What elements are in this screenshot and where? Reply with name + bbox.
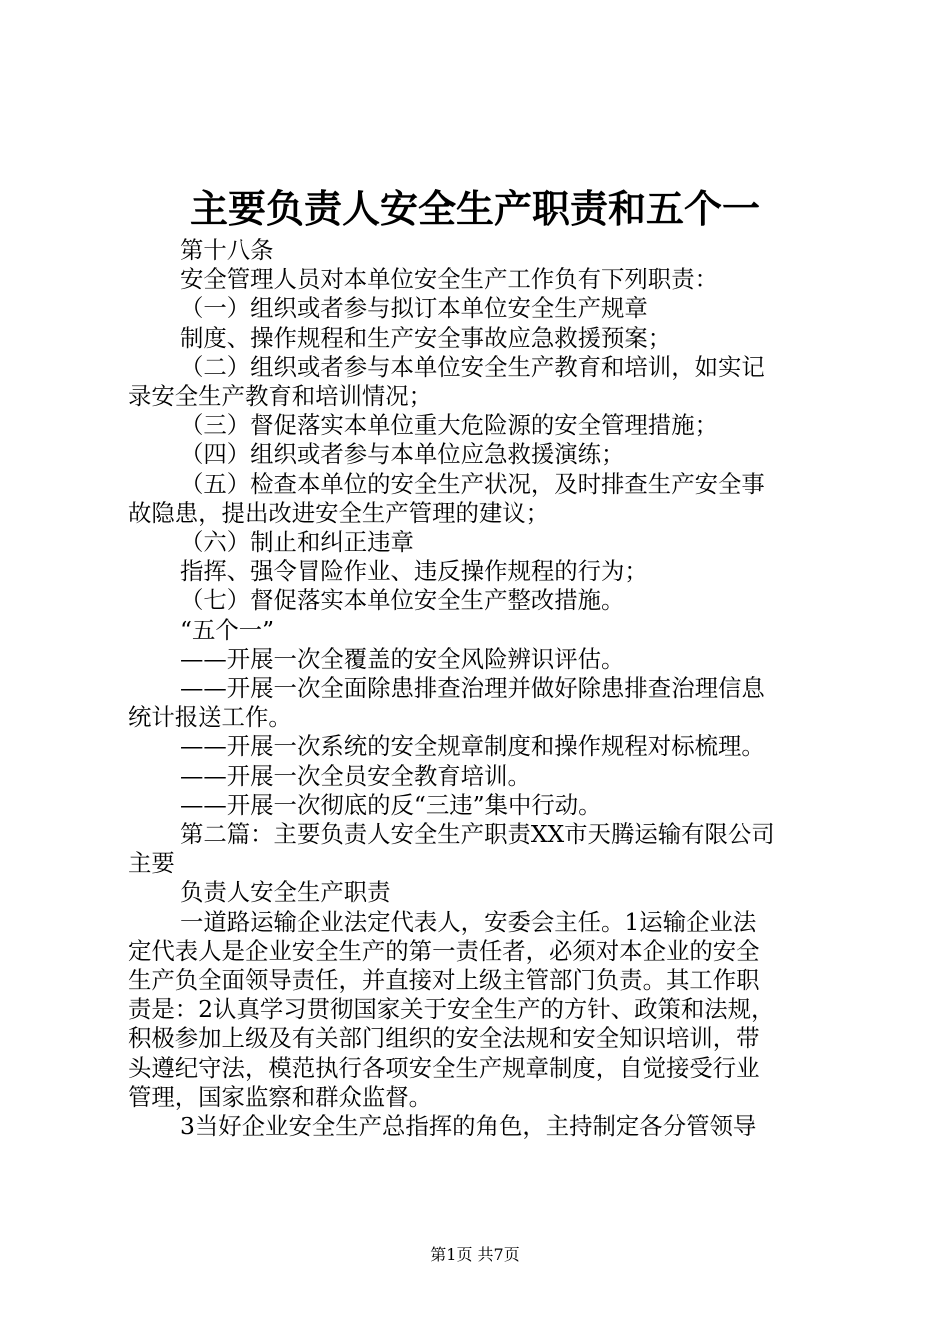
body-line: 一道路运输企业法定代表人，安委会主任。1运输企业法 [180,907,757,936]
document-title: 主要负责人安全生产职责和五个一 [189,186,760,231]
body-line: 负责人安全生产职责 [180,878,391,907]
body-line: （四）组织或者参与本单位应急救援演练； [180,440,625,469]
body-line: ——开展一次全面除患排查治理并做好除患排查治理信息 [180,674,765,703]
body-line: 安全管理人员对本单位安全生产工作负有下列职责： [180,265,718,294]
body-line: 主要 [128,849,175,878]
body-line: “五个一” [180,615,275,644]
body-line: 统计报送工作。 [128,703,292,732]
page-number-footer: 第1页 共7页 [430,1245,520,1264]
body-line: 指挥、强令冒险作业、违反操作规程的行为； [180,557,648,586]
body-line: ——开展一次全覆盖的安全风险辨识评估。 [180,644,625,673]
body-line: 3当好企业安全生产总指挥的角色，主持制定各分管领导 [180,1112,757,1141]
body-line: 故隐患，提出改进安全生产管理的建议； [128,498,550,527]
body-line: 定代表人是企业安全生产的第一责任者，必须对本企业的安全 [128,936,760,965]
body-line: （六）制止和纠正违章 [180,528,414,557]
body-line: 生产负全面领导责任，并直接对上级主管部门负责。其工作职 [128,966,760,995]
document-body [128,236,838,1141]
body-line: （二）组织或者参与本单位安全生产教育和培训，如实记 [180,352,765,381]
body-line: （一）组织或者参与拟订本单位安全生产规章 [180,294,648,323]
body-line: （三）督促落实本单位重大危险源的安全管理措施； [180,411,718,440]
body-line: ——开展一次彻底的反“三违”集中行动。 [180,790,602,819]
body-line: 管理，国家监察和群众监督。 [128,1082,433,1111]
body-line: 第十八条 [180,236,274,264]
body-line: 积极参加上级及有关部门组织的安全法规和安全知识培训，带 [128,1024,760,1053]
body-line: ——开展一次系统的安全规章制度和操作规程对标梳理。 [180,732,765,761]
body-line: ——开展一次全员安全教育培训。 [180,761,531,790]
body-line: 第二篇：主要负责人安全生产职责XX市天腾运输有限公司 [180,820,775,849]
body-line: 头遵纪守法，模范执行各项安全生产规章制度，自觉接受行业 [128,1053,760,1082]
body-line: （五）检查本单位的安全生产状况，及时排查生产安全事 [180,469,765,498]
body-line: 责是：2认真学习贯彻国家关于安全生产的方针、政策和法规， [128,995,775,1024]
body-line: （七）督促落实本单位安全生产整改措施。 [180,586,625,615]
body-line: 制度、操作规程和生产安全事故应急救援预案； [180,323,672,352]
body-line: 录安全生产教育和培训情况； [128,382,433,411]
